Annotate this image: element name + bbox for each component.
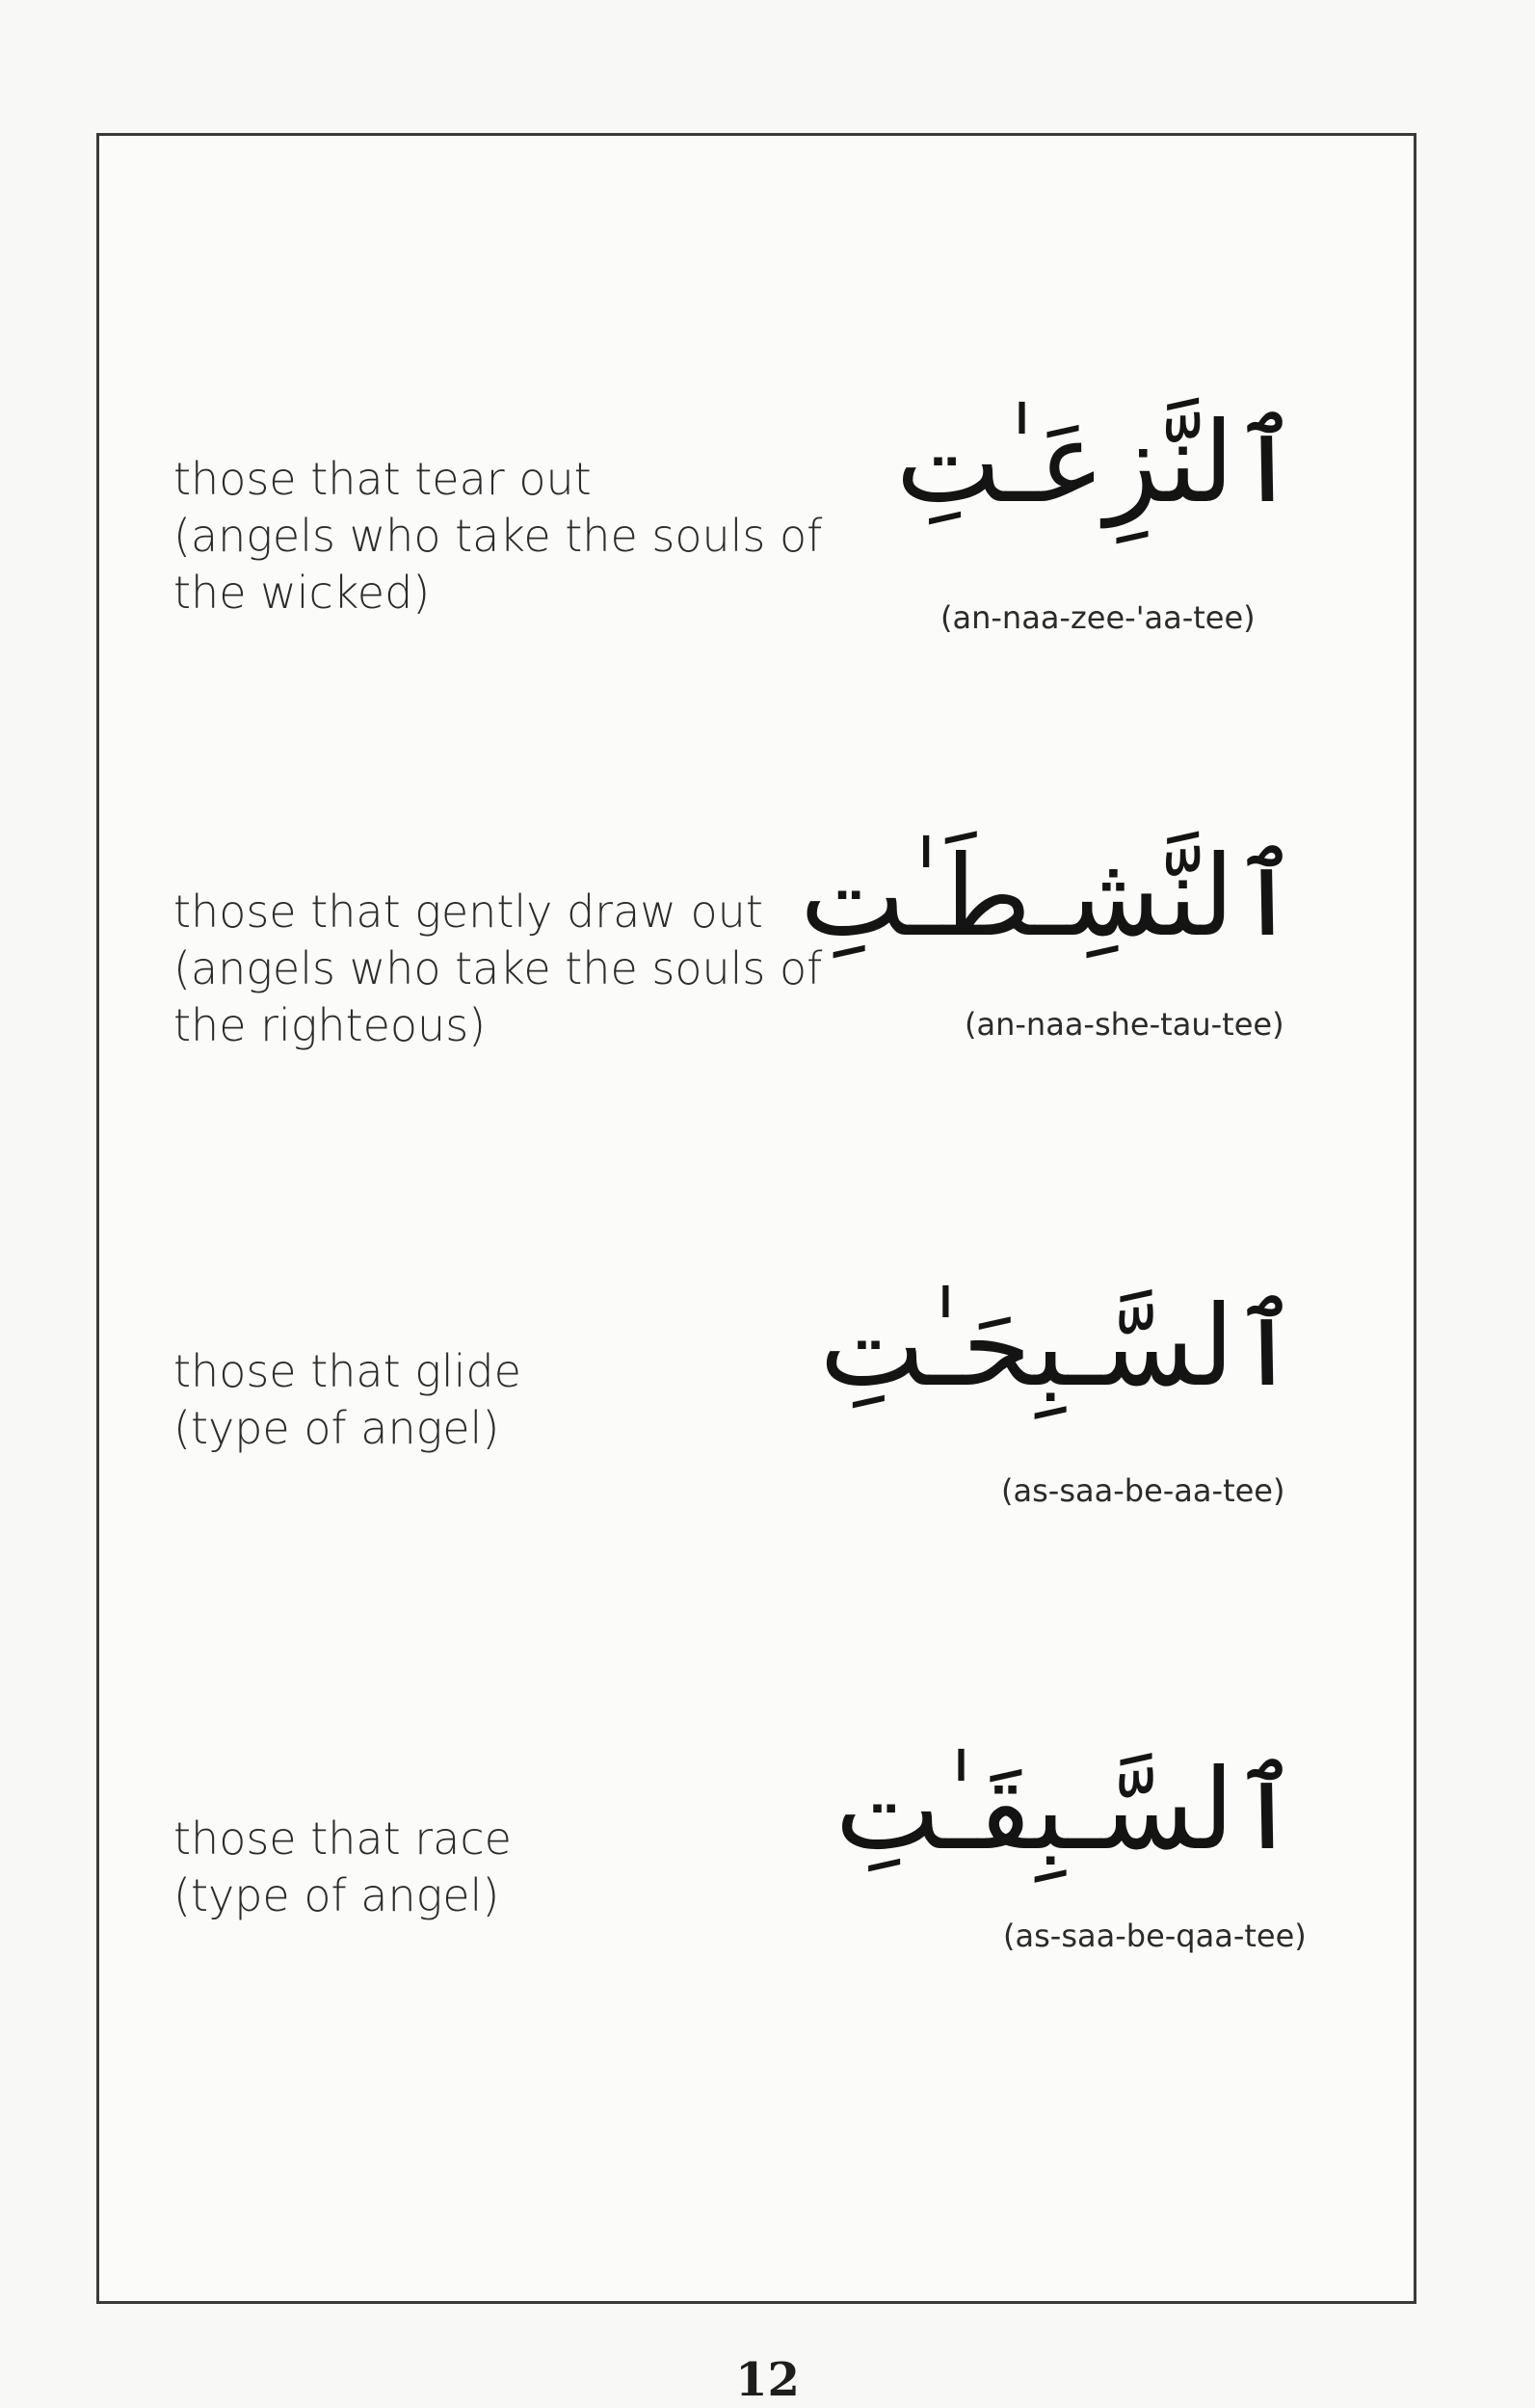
transliteration: (an-naa-she-tau-tee): [965, 1006, 1284, 1043]
meaning-line: those that race: [173, 1813, 512, 1865]
meaning-line: the righteous): [173, 999, 487, 1051]
meaning-line: those that gently draw out: [173, 886, 763, 938]
meaning-line: those that glide: [173, 1345, 521, 1397]
meaning-line: the wicked): [173, 567, 431, 619]
page-frame: [96, 133, 1416, 2304]
meaning-text: [173, 1811, 848, 1924]
arabic-word: ٱلسَّـبِقَـٰتِ: [834, 1745, 1300, 1875]
meaning-text: [173, 884, 848, 1054]
meaning-line: (type of angel): [173, 1869, 500, 1921]
meaning-line: (angels who take the souls of: [173, 510, 823, 562]
meaning-text: [173, 1343, 848, 1457]
meaning-text: [173, 451, 848, 622]
arabic-word: ٱلنَّزِعَـٰتِ: [895, 398, 1300, 528]
arabic-word: ٱلسَّـبِحَـٰتِ: [819, 1282, 1300, 1412]
meaning-line: (angels who take the souls of: [173, 942, 823, 994]
transliteration: (as-saa-be-qaa-tee): [1003, 1918, 1307, 1954]
page-number: 12: [735, 2353, 800, 2407]
transliteration: (as-saa-be-aa-tee): [1001, 1472, 1285, 1509]
transliteration: (an-naa-zee-'aa-tee): [940, 599, 1256, 636]
meaning-line: (type of angel): [173, 1402, 500, 1454]
meaning-line: those that tear out: [173, 453, 592, 505]
arabic-word: ٱلنَّشِـطَـٰتِ: [800, 832, 1300, 962]
